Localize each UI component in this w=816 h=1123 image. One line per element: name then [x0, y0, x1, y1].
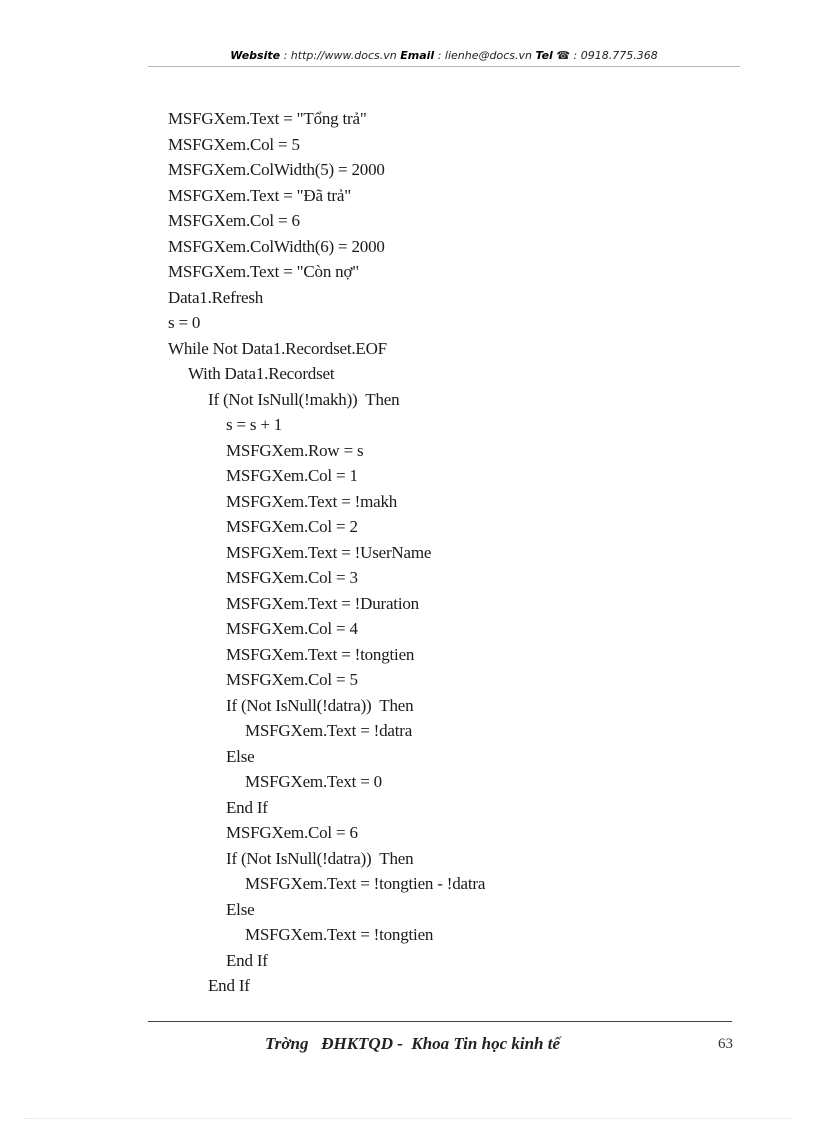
code-line: MSFGXem.Col = 5 [226, 670, 358, 689]
code-line: While Not Data1.Recordset.EOF [168, 338, 387, 358]
page-header [148, 48, 740, 67]
code-line: MSFGXem.Text = !UserName [226, 542, 432, 562]
code-line: MSFGXem.Col = 5 [168, 134, 300, 154]
code-line: s = 0 [168, 313, 201, 332]
phone-icon: ☎ [556, 49, 571, 62]
code-line: MSFGXem.Text = 0 [245, 772, 382, 791]
website-label: Website [230, 49, 281, 62]
code-line: End If [226, 797, 268, 817]
code-line: MSFGXem.Text = "Tổng trả" [168, 109, 367, 128]
code-line: Data1.Refresh [168, 287, 264, 307]
code-line: MSFGXem.Col = 6 [168, 211, 300, 230]
code-line: MSFGXem.Text = !datra [245, 721, 413, 740]
code-line: s = s + 1 [226, 415, 283, 434]
code-line: MSFGXem.Col = 3 [226, 568, 358, 587]
code-line: MSFGXem.Row = s [226, 440, 364, 460]
code-line: MSFGXem.Col = 1 [226, 466, 358, 485]
code-line: With Data1.Recordset [188, 364, 335, 383]
code-line: MSFGXem.Col = 6 [226, 823, 358, 842]
website-url: : http://www.docs.vn [280, 49, 401, 62]
tel-label: Tel [535, 49, 553, 62]
code-line: MSFGXem.Text = "Đã trả" [168, 185, 351, 205]
code-line: MSFGXem.Text = !Duration [226, 593, 419, 613]
footer-title: Trờng ĐHKTQD - Khoa Tin học kinh tế [265, 1034, 561, 1053]
code-line: Else [226, 746, 255, 766]
tel-number: : 0918.775.368 [570, 49, 658, 62]
code-line: End If [208, 976, 250, 995]
code-line: MSFGXem.Text = !makh [226, 491, 398, 511]
email-label: Email [400, 49, 435, 62]
page-bottom-divider [24, 1118, 792, 1119]
code-line: MSFGXem.Text = "Còn nợ" [168, 262, 360, 281]
code-line: MSFGXem.Text = !tongtien - !datra [245, 874, 486, 893]
code-line: MSFGXem.Text = !tongtien [245, 925, 434, 944]
code-line: Else [226, 899, 255, 919]
footer-divider [148, 1021, 732, 1022]
email-address: : lienhe@docs.vn [434, 49, 536, 62]
code-line: MSFGXem.Col = 4 [226, 619, 358, 638]
code-line: MSFGXem.Text = !tongtien [226, 644, 415, 664]
code-line: If (Not IsNull(!datra)) Then [226, 848, 414, 868]
code-line: MSFGXem.Col = 2 [226, 517, 358, 536]
code-line: MSFGXem.ColWidth(5) = 2000 [168, 160, 385, 179]
code-line: If (Not IsNull(!makh)) Then [208, 389, 400, 409]
code-line: End If [226, 950, 268, 970]
code-line: MSFGXem.ColWidth(6) = 2000 [168, 236, 385, 256]
code-line: If (Not IsNull(!datra)) Then [226, 695, 414, 715]
code-listing [168, 106, 485, 999]
page-number: 63 [718, 1036, 733, 1052]
